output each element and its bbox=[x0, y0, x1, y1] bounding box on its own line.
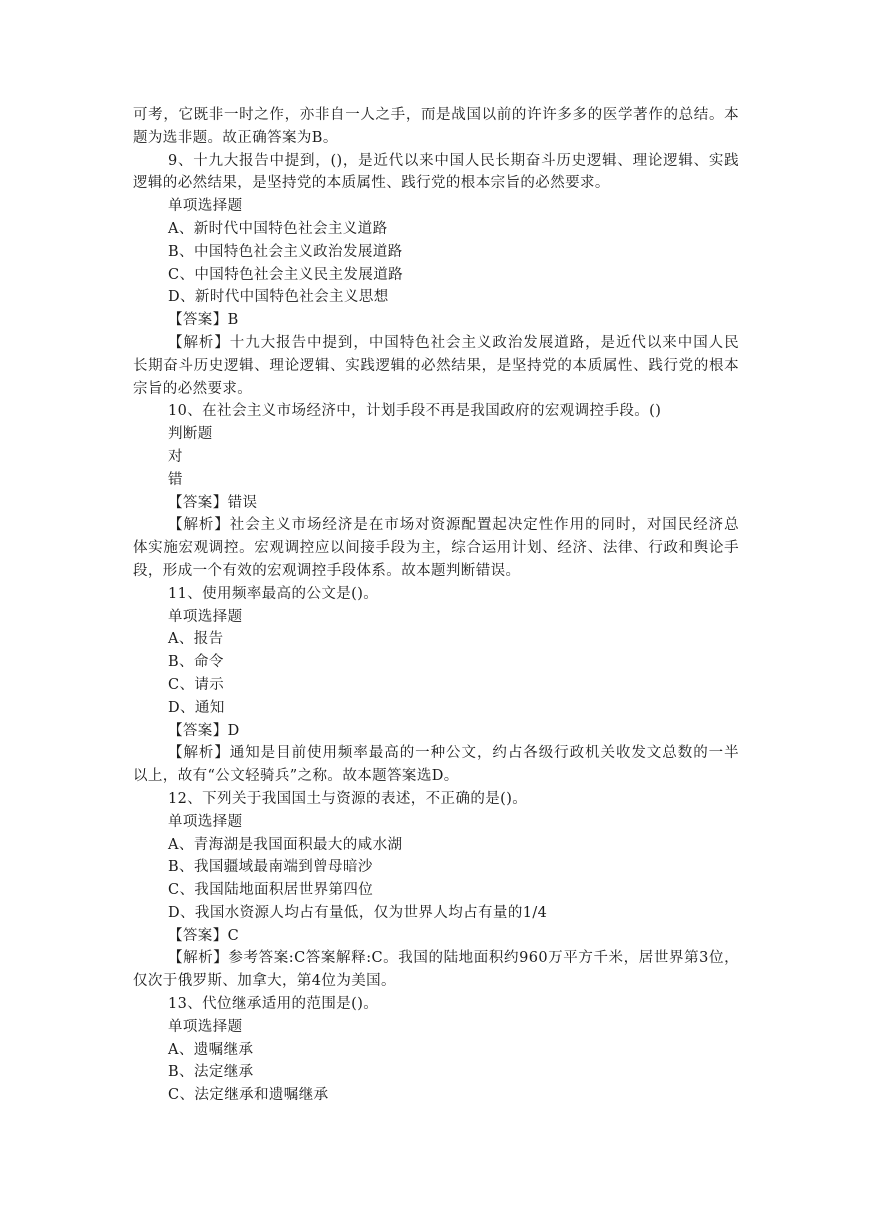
text-line: 判断题 bbox=[168, 426, 213, 443]
text-line: 11、使用频率最高的公文是()。 bbox=[168, 585, 379, 602]
text-line: C、中国特色社会主义民主发展道路 bbox=[168, 266, 403, 283]
text-line: 对 bbox=[168, 448, 183, 465]
text-line: 【答案】B bbox=[168, 312, 239, 329]
text-line: 【解析】社会主义市场经济是在市场对资源配置起决定性作用的同时，对国民经济总 bbox=[168, 517, 739, 534]
text-line: 【解析】参考答案:C答案解释:C。我国的陆地面积约960万平方千米，居世界第3位， bbox=[168, 950, 739, 967]
text-line: 9、十九大报告中提到，()，是近代以来中国人民长期奋斗历史逻辑、理论逻辑、实践 bbox=[168, 152, 739, 169]
text-line: 【答案】D bbox=[168, 722, 240, 739]
text-line: B、法定继承 bbox=[168, 1064, 254, 1081]
text-line: A、青海湖是我国面积最大的咸水湖 bbox=[168, 836, 403, 853]
text-line: A、报告 bbox=[168, 631, 224, 648]
text-line: 可考，它既非一时之作，亦非自一人之手，而是战国以前的许许多多的医学著作的总结。本 bbox=[133, 107, 739, 123]
text-line: B、我国疆域最南端到曾母暗沙 bbox=[168, 859, 373, 876]
text-line: 单项选择题 bbox=[168, 813, 243, 830]
text-line: 单项选择题 bbox=[168, 1018, 243, 1035]
text-line: B、中国特色社会主义政治发展道路 bbox=[168, 243, 403, 260]
text-line: A、新时代中国特色社会主义道路 bbox=[168, 220, 388, 237]
text-line: 【答案】错误 bbox=[168, 494, 258, 511]
text-line: 单项选择题 bbox=[168, 198, 243, 215]
text-line: A、遗嘱继承 bbox=[168, 1041, 254, 1058]
text-line: 以上，故有“公文轻骑兵”之称。故本题答案选D。 bbox=[133, 768, 459, 785]
text-line: 题为选非题。故正确答案为B。 bbox=[133, 129, 338, 146]
text-line: 长期奋斗历史逻辑、理论逻辑、实践逻辑的必然结果，是坚持党的本质属性、践行党的根本 bbox=[133, 357, 739, 374]
text-line: D、新时代中国特色社会主义思想 bbox=[168, 289, 389, 306]
text-line: B、命令 bbox=[168, 654, 224, 671]
text-line: 段，形成一个有效的宏观调控手段体系。故本题判断错误。 bbox=[133, 562, 521, 579]
document-body bbox=[133, 104, 739, 1107]
text-line: 逻辑的必然结果，是坚持党的本质属性、践行党的根本宗旨的必然要求。 bbox=[133, 175, 610, 192]
text-line: 体实施宏观调控。宏观调控应以间接手段为主，综合运用计划、经济、法律、行政和舆论手 bbox=[133, 540, 739, 557]
text-line: 10、在社会主义市场经济中，计划手段不再是我国政府的宏观调控手段。() bbox=[168, 403, 662, 420]
text-line: C、请示 bbox=[168, 676, 225, 693]
text-line: C、我国陆地面积居世界第四位 bbox=[168, 882, 374, 899]
text-line: 13、代位继承适用的范围是()。 bbox=[168, 996, 379, 1013]
text-line: 【解析】十九大报告中提到，中国特色社会主义政治发展道路，是近代以来中国人民 bbox=[168, 334, 739, 351]
text-line: D、我国水资源人均占有量低，仅为世界人均占有量的1/4 bbox=[168, 904, 548, 921]
text-line: 仅次于俄罗斯、加拿大，第4位为美国。 bbox=[133, 973, 396, 990]
text-line: 【解析】通知是目前使用频率最高的一种公文，约占各级行政机关收发文总数的一半 bbox=[168, 745, 739, 762]
text-line: 【答案】C bbox=[168, 927, 240, 944]
text-line: 12、下列关于我国国土与资源的表述，不正确的是()。 bbox=[168, 790, 528, 807]
text-line: 错 bbox=[168, 471, 183, 488]
text-line: 宗旨的必然要求。 bbox=[133, 380, 253, 397]
text-line: C、法定继承和遗嘱继承 bbox=[168, 1087, 329, 1104]
text-line: 单项选择题 bbox=[168, 608, 243, 625]
text-line: D、通知 bbox=[168, 699, 225, 716]
